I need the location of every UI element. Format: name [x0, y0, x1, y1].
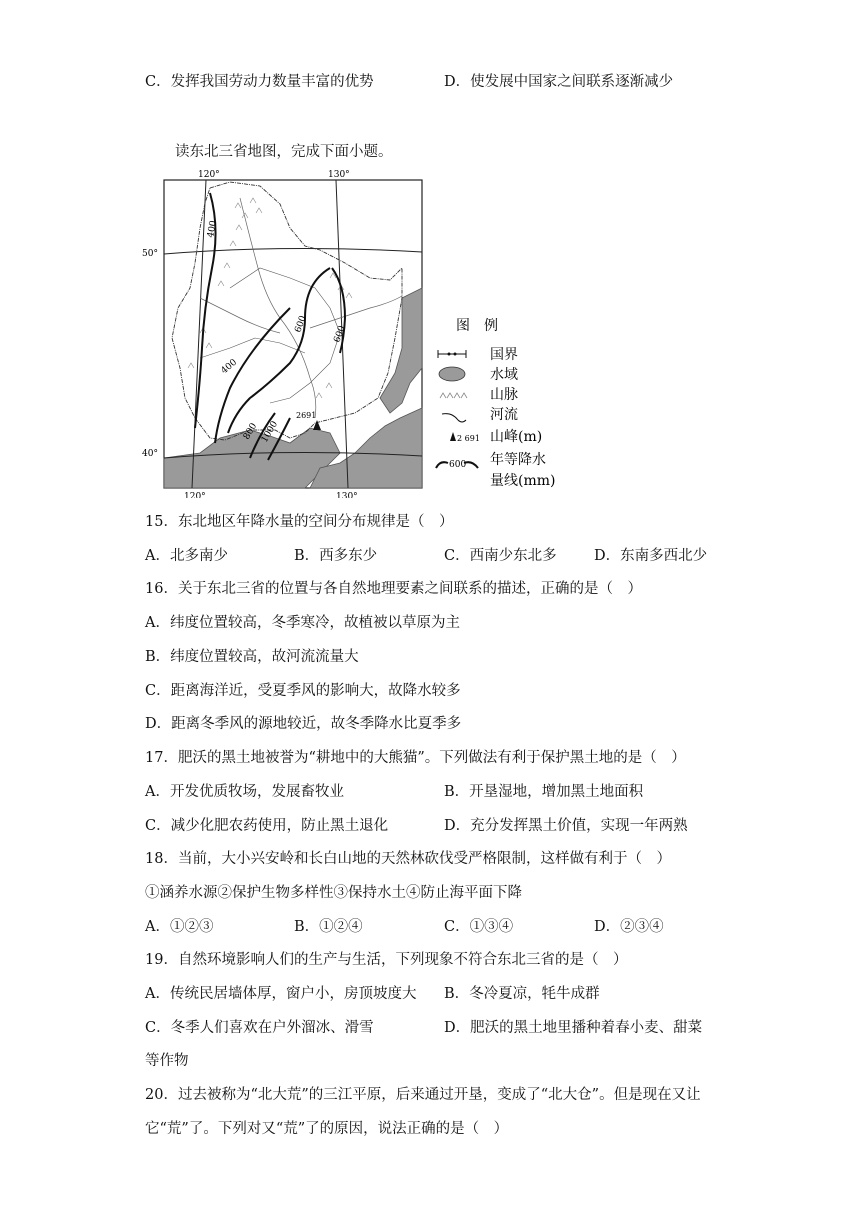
lat-label: 50°	[142, 249, 158, 259]
q18-option-a[interactable]: A．①②③	[145, 919, 214, 935]
q18-option-b[interactable]: B．①②④	[294, 919, 363, 935]
legend-title: 图 例	[456, 318, 498, 334]
question-20-cont: 它“荒”了。下列对又“荒”了的原因，说法正确的是（ ）	[145, 1121, 509, 1137]
isohyet-label: 600	[293, 314, 309, 335]
q15-option-b[interactable]: B．西多东少	[294, 548, 378, 564]
q18-statements: ①涵养水源②保护生物多样性③保持水土④防止海平面下降	[145, 885, 522, 901]
mountain-icon	[440, 393, 467, 398]
border-icon	[438, 350, 466, 358]
q17-option-c[interactable]: C．减少化肥农药使用，防止黑土退化	[145, 818, 389, 834]
q17-option-b[interactable]: B．开垦湿地，增加黑土地面积	[444, 784, 644, 800]
question-16: 16．关于东北三省的位置与各自然地理要素之间联系的描述，正确的是（ ）	[145, 581, 642, 597]
q17-option-d[interactable]: D．充分发挥黑土价值，实现一年两熟	[444, 818, 688, 834]
isohyet-label: 600	[332, 324, 348, 345]
lon-label-top: 130°	[328, 170, 350, 180]
q18-option-c[interactable]: C．①③④	[444, 919, 514, 935]
q18-option-d[interactable]: D．②③④	[594, 919, 664, 935]
water-icon	[439, 367, 465, 381]
legend-peak-value: 2 691	[457, 434, 480, 443]
q16-option-a[interactable]: A．纬度位置较高，冬季寒冷，故植被以草原为主	[145, 615, 460, 631]
q15-option-a[interactable]: A．北多南少	[145, 548, 228, 564]
q19-option-c[interactable]: C．冬季人们喜欢在户外溜冰、滑雪	[145, 1020, 374, 1036]
isohyet-label: 400	[219, 357, 240, 377]
q15-option-d[interactable]: D．东南多西北少	[594, 548, 708, 564]
q19-option-d[interactable]: D．肥沃的黑土地里播种着春小麦、甜菜	[444, 1020, 703, 1036]
question-15: 15．东北地区年降水量的空间分布规律是（ ）	[145, 514, 454, 530]
legend-isohyet-label: 量线(mm)	[490, 473, 556, 489]
lon-label-top: 120°	[198, 170, 220, 180]
legend-isohyet-label: 年等降水	[490, 452, 546, 468]
question-18: 18．当前，大小兴安岭和长白山地的天然林砍伐受严格限制，这样做有利于（ ）	[145, 851, 671, 867]
map-intro: 读东北三省地图，完成下面小题。	[175, 144, 393, 160]
northeast-china-map	[140, 168, 580, 498]
question-17: 17．肥沃的黑土地被誉为“耕地中的大熊猫”。下列做法有利于保护黑土地的是（ ）	[145, 750, 686, 766]
peak-legend-icon	[450, 432, 456, 441]
legend-item: 山峰(m)	[490, 429, 543, 445]
q19-option-a[interactable]: A．传统民居墙体厚，窗户小，房顶坡度大	[145, 986, 417, 1002]
river-icon	[442, 414, 466, 422]
q19-option-d-cont: 等作物	[145, 1053, 189, 1069]
q16-option-b[interactable]: B．纬度位置较高，故河流流量大	[145, 649, 359, 665]
peak-label: 2691	[296, 411, 317, 420]
isohyet-label: 1000	[259, 419, 281, 445]
prev-option-c: C．发挥我国劳动力数量丰富的优势	[145, 74, 374, 90]
lon-label-bottom: 120°	[184, 492, 206, 498]
question-19: 19．自然环境影响人们的生产与生活，下列现象不符合东北三省的是（ ）	[145, 952, 628, 968]
legend-item: 水域	[490, 367, 518, 383]
map-legend	[436, 318, 555, 489]
q15-option-c[interactable]: C．西南少东北多	[444, 548, 557, 564]
legend-item: 河流	[490, 407, 518, 423]
q16-option-d[interactable]: D．距离冬季风的源地较近，故冬季降水比夏季多	[145, 716, 462, 732]
legend-item: 山脉	[490, 387, 518, 403]
isohyet-label: 400	[206, 219, 219, 239]
lon-label-bottom: 130°	[336, 492, 358, 498]
question-20: 20．过去被称为“北大荒”的三江平原，后来通过开垦，变成了“北大仓”。但是现在又让	[145, 1087, 701, 1103]
q19-option-b[interactable]: B．冬冷夏凉，牦牛成群	[444, 986, 600, 1002]
q17-option-a[interactable]: A．开发优质牧场，发展畜牧业	[145, 784, 344, 800]
legend-item: 国界	[490, 347, 518, 363]
lat-label: 40°	[142, 449, 158, 459]
isohyet-label: 800	[241, 421, 260, 442]
q16-option-c[interactable]: C．距离海洋近，受夏季风的影响大，故降水较多	[145, 683, 461, 699]
legend-isohyet-value: 600	[449, 460, 467, 470]
prev-option-d: D．使发展中国家之间联系逐渐减少	[444, 74, 674, 90]
